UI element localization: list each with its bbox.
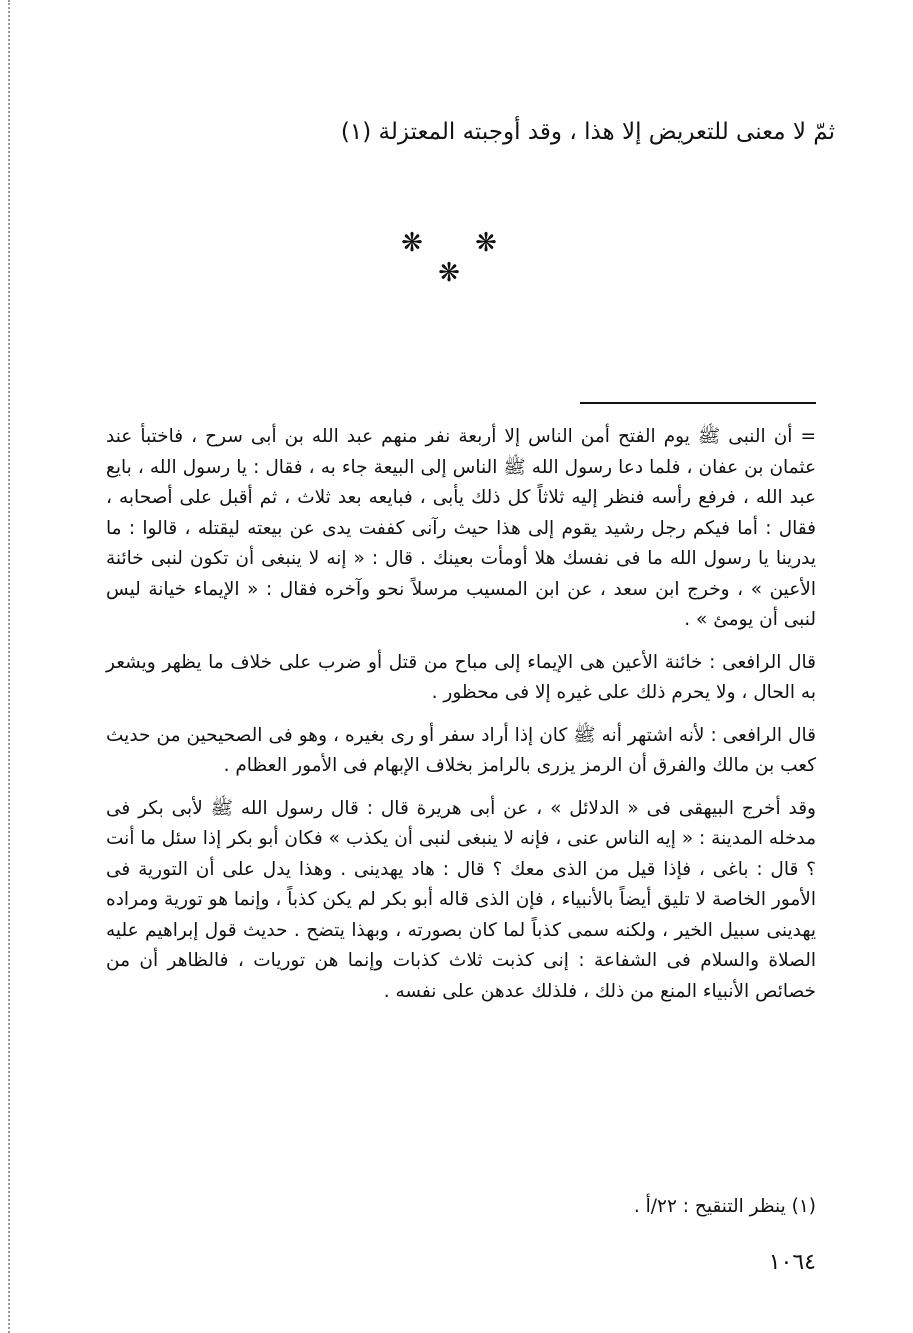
footnote-paragraph: قال الرافعى : لأنه اشتهر أنه ﷺ كان إذا أراد سفر أو رى بغيره ، وهو فى الصحيحين من حديث كعب بن مالك والفرق أن الرمز يزرى بالرامز بخلاف الإبهام فى الأمور العظام .	[106, 724, 816, 776]
footnote-paragraph: قال الرافعى : خائنة الأعين هى الإيماء إلى مباح من قتل أو ضرب على خلاف ما يظهر ويشعر به الحال ، ولا يحرم ذلك على غيره إلا فى محظور .	[106, 651, 816, 703]
section-separator-asterisks: ❋ ❋ ❋	[401, 228, 519, 288]
footnote-reference: (١) ينظر التنقيح : ٢٢/أ .	[633, 1196, 816, 1217]
footnote-block	[106, 422, 816, 1019]
footnote-rule	[580, 402, 816, 404]
footnote-paragraph: وقد أخرج البيهقى فى « الدلائل » ، عن أبى هريرة قال : قال رسول الله ﷺ لأبى بكر فى مدخله المدينة : « إيه الناس عنى ، فإنه لا ينبغى لنبى أن يكذب » فكان أبو بكر إذا سئل ما أنت ؟ قال : باغى ، فإذا قيل من الذى معك ؟ قال : هاد يهدينى . وهذا يدل على أن التورية فى الأمور الخاصة لا تليق أيضاً بالأنبياء ، فإن الذى قاله أبو بكر لم يكن كذباً ، وإنما هو تورية ومراده يهدينى سبيل الخير ، ولكنه سمى كذباً لما كان بصورته ، وبهذا يتضح . حديث قول إبراهيم عليه الصلاة والسلام فى الشفاعة : إنى كذبت ثلاث كذبات وإنما هن توريات ، فالظاهر أن من خصائص الأنبياء المنع من ذلك ، فلذلك عدهن على نفسه .	[106, 797, 816, 1002]
page-number: ١٠٦٤	[768, 1250, 816, 1275]
scan-edge-dots	[8, 0, 10, 1333]
main-text-line: ثمّ لا معنى للتعريض إلا هذا ، وقد أوجبته المعتزلة (١)	[340, 119, 835, 145]
footnote-paragraph: = أن النبى ﷺ يوم الفتح أمن الناس إلا أربعة نفر منهم عبد الله بن أبى سرح ، فاختبأ عند عثمان بن عفان ، فلما دعا رسول الله ﷺ الناس إلى البيعة جاء به ، فقال : يا رسول الله ، بايع عبد الله ، فرفع رأسه فنظر إليه ثلاثاً كل ذلك يأبى ، فبايعه بعد ثلاث ، ثم أقبل على أصحابه ، فقال : أما فيكم رجل رشيد يقوم إلى هذا حيث رآنى كففت يدى عن بيعته ليقتله ، قالوا : ما يدرينا يا رسول الله ما فى نفسك هلا أومأت بعينك . قال : « إنه لا ينبغى أن تكون لنبى خائنة الأعين » ، وخرج ابن سعد ، عن ابن المسيب مرسلاً نحو وآخره فقال : « الإيماء خيانة ليس لنبى أن يومئ » .	[106, 426, 816, 630]
